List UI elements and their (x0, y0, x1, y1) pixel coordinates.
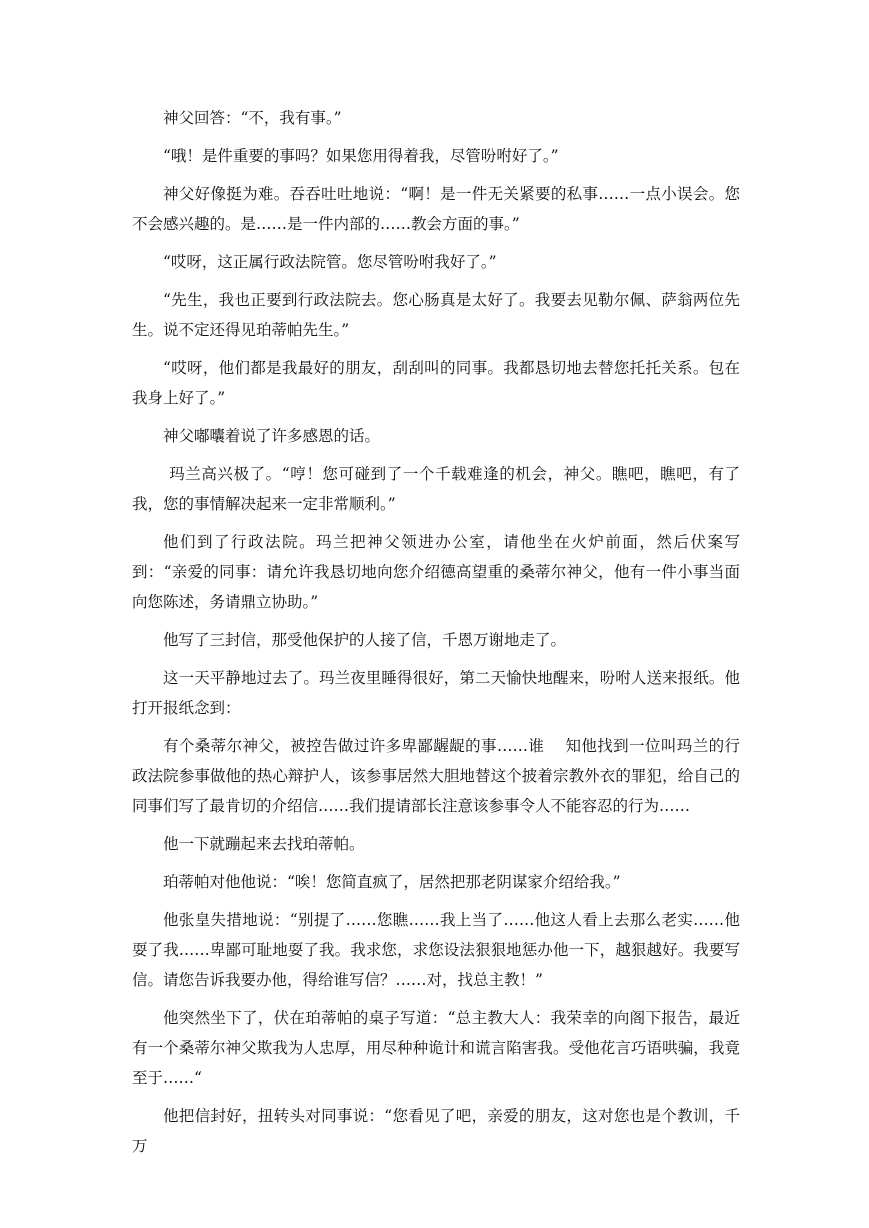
paragraph-5: “先生，我也正要到行政法院去。您心肠真是太好了。我要去见勒尔佩、萨翁两位先生。说不定还得见珀蒂帕先生。” (132, 291, 740, 339)
paragraph-2: “哦！是件重要的事吗？如果您用得着我，尽管吩咐好了。” (163, 147, 559, 165)
paragraph-3: 神父好像挺为难。吞吞吐吐地说：“啊！是一件无关紧要的私事……一点小误会。您不会感兴趣的。是……是一件内部的……教会方面的事。” (132, 185, 740, 233)
paragraph-14: 珀蒂帕对他他说：“唉！您简直疯了，居然把那老阴谋家介绍给我。” (163, 873, 621, 891)
paragraph-8: 玛兰高兴极了。“哼！您可碰到了一个千载难逢的机会，神父。瞧吧，瞧吧，有了我，您的事情解决起来一定非常顺利。” (132, 465, 740, 513)
paragraph-9: 他们到了行政法院。玛兰把神父领进办公室，请他坐在火炉前面，然后伏案写到：“亲爱的同事：请允许我恳切地向您介绍德高望重的桑蒂尔神父，他有一件小事当面向您陈述，务请鼎立协助。” (132, 533, 740, 611)
paragraph-13: 他一下就蹦起来去找珀蒂帕。 (163, 835, 365, 853)
paragraph-6: “哎呀，他们都是我最好的朋友，刮刮叫的同事。我都恳切地去替您托托关系。包在我身上好了。” (132, 359, 740, 407)
paragraph-1: 神父回答：“不，我有事。” (163, 109, 342, 127)
paragraph-17: 他把信封好，扭转头对同事说：“您看见了吧，亲爱的朋友，这对您也是个教训，千万 (132, 1107, 740, 1155)
paragraph-15: 他张皇失措地说：“别提了……您瞧……我上当了……他这人看上去那么老实……他耍了我……卑鄙可耻地耍了我。我求您，求您设法狠狠地惩办他一下，越狠越好。我要写信。请您告诉我要办他，得给谁写信？……对，找总主教！” (132, 911, 740, 989)
paragraph-10: 他写了三封信，那受他保护的人接了信，千恩万谢地走了。 (163, 631, 567, 649)
paragraph-7: 神父嘟囔着说了许多感恩的话。 (163, 427, 381, 445)
paragraph-16: 他突然坐下了，伏在珀蒂帕的桌子写道：“总主教大人：我荣幸的向阁下报告，最近有一个桑蒂尔神父欺我为人忠厚，用尽种种诡计和谎言陷害我。受他花言巧语哄骗，我竟至于……“ (132, 1009, 740, 1087)
paragraph-12: 有个桑蒂尔神父，被控告做过许多卑鄙龌龊的事……谁 知他找到一位叫玛兰的行政法院参事做他的热心辩护人，该参事居然大胆地替这个披着宗教外衣的罪犯，给自己的同事们写了最肯切的介绍信……我们提请部长注意该参事令人不能容忍的行为…… (132, 737, 740, 815)
paragraph-4: “哎呀，这正属行政法院管。您尽管吩咐我好了。” (163, 253, 497, 271)
document-body (132, 103, 740, 1169)
paragraph-11: 这一天平静地过去了。玛兰夜里睡得很好，第二天愉快地醒来，吩咐人送来报纸。他打开报纸念到： (132, 669, 740, 717)
